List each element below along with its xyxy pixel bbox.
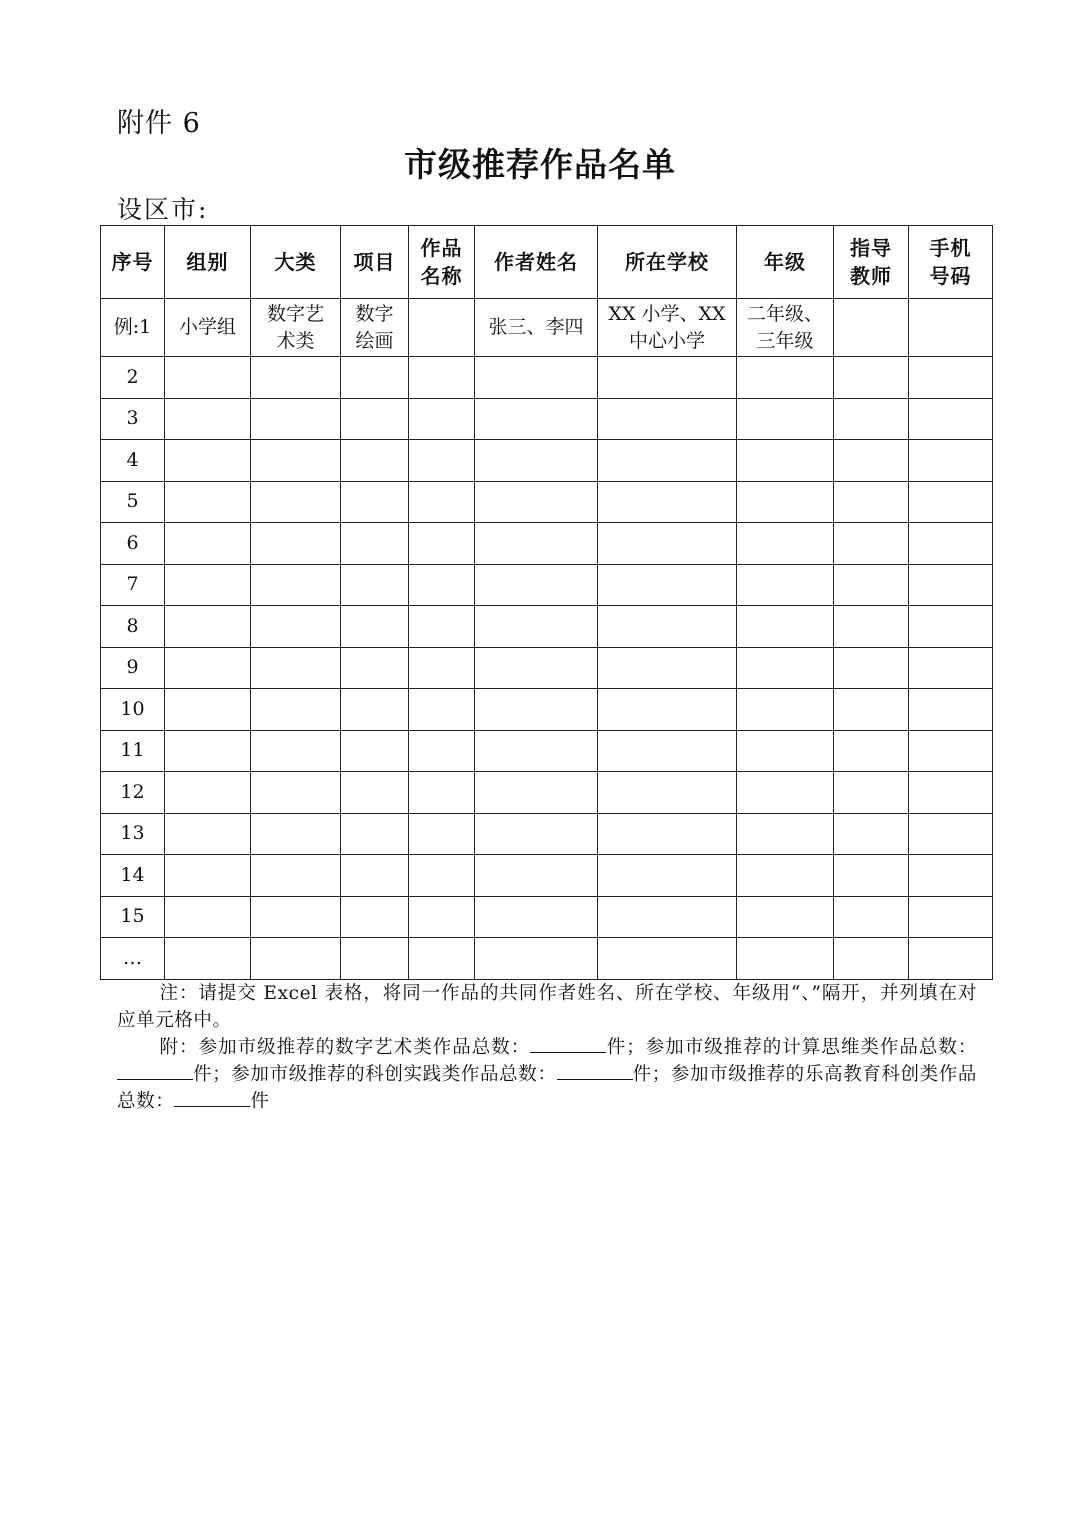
- table-cell[interactable]: [165, 357, 251, 399]
- table-row: [101, 813, 993, 855]
- table-cell[interactable]: [409, 357, 475, 399]
- table-cell[interactable]: [165, 481, 251, 523]
- row-number: 8: [101, 606, 165, 648]
- row-number: 5: [101, 481, 165, 523]
- table-cell[interactable]: [409, 523, 475, 565]
- table-cell[interactable]: [165, 772, 251, 814]
- table-cell[interactable]: [341, 440, 409, 482]
- row-number: 6: [101, 523, 165, 565]
- table-cell[interactable]: [598, 730, 737, 772]
- table-row: [101, 647, 993, 689]
- table-cell[interactable]: [909, 481, 993, 523]
- table-cell[interactable]: [737, 398, 834, 440]
- table-cell[interactable]: [475, 523, 598, 565]
- table-cell[interactable]: [834, 398, 909, 440]
- table-cell[interactable]: [737, 606, 834, 648]
- header-author-names: 作者姓名: [475, 226, 598, 299]
- table-cell[interactable]: [598, 938, 737, 980]
- row-number: 2: [101, 357, 165, 399]
- table-cell[interactable]: [737, 357, 834, 399]
- table-cell[interactable]: [251, 896, 341, 938]
- table-cell[interactable]: [251, 689, 341, 731]
- table-cell[interactable]: [341, 523, 409, 565]
- table-cell[interactable]: [834, 855, 909, 897]
- table-cell[interactable]: [737, 523, 834, 565]
- table-cell[interactable]: [409, 730, 475, 772]
- table-cell[interactable]: [341, 730, 409, 772]
- table-cell[interactable]: [909, 440, 993, 482]
- table-cell[interactable]: [737, 813, 834, 855]
- table-cell[interactable]: [409, 647, 475, 689]
- table-cell[interactable]: [341, 647, 409, 689]
- table-cell[interactable]: [475, 730, 598, 772]
- table-cell[interactable]: [341, 772, 409, 814]
- table-cell[interactable]: [737, 481, 834, 523]
- header-grade: 年级: [737, 226, 834, 299]
- appendix-paragraph: 附：参加市级推荐的数字艺术类作品总数： 件；参加市级推荐的计算思维类作品总数：件；参加市级推荐的科创实践类作品总数： 件；参加市级推荐的乐高教育科创类作品总数： 件: [117, 1034, 977, 1115]
- table-row: [101, 606, 993, 648]
- table-cell[interactable]: [834, 357, 909, 399]
- table-cell[interactable]: [834, 813, 909, 855]
- header-work-title: 作品 名称: [409, 226, 475, 299]
- table-cell[interactable]: [341, 855, 409, 897]
- table-cell[interactable]: [165, 938, 251, 980]
- header-group: 组别: [165, 226, 251, 299]
- table-cell[interactable]: [165, 647, 251, 689]
- table-cell[interactable]: [251, 772, 341, 814]
- table-cell[interactable]: [475, 647, 598, 689]
- example-group: 小学组: [165, 299, 251, 357]
- count-blank-digital-art[interactable]: [530, 1034, 606, 1053]
- table-cell[interactable]: [834, 772, 909, 814]
- table-cell[interactable]: [834, 606, 909, 648]
- table-cell[interactable]: [341, 896, 409, 938]
- row-number: 11: [101, 730, 165, 772]
- table-row: [101, 772, 993, 814]
- header-item: 项目: [341, 226, 409, 299]
- table-cell[interactable]: [341, 938, 409, 980]
- table-cell[interactable]: [475, 398, 598, 440]
- table-cell[interactable]: [598, 564, 737, 606]
- example-phone: [909, 299, 993, 357]
- table-cell[interactable]: [251, 730, 341, 772]
- table-cell[interactable]: [475, 938, 598, 980]
- table-cell[interactable]: [834, 647, 909, 689]
- row-number: …: [101, 938, 165, 980]
- count-blank-innovation-practice[interactable]: [557, 1061, 633, 1080]
- table-cell[interactable]: [909, 896, 993, 938]
- table-row: [101, 481, 993, 523]
- table-cell[interactable]: [737, 647, 834, 689]
- table-cell[interactable]: [409, 896, 475, 938]
- table-cell[interactable]: [341, 564, 409, 606]
- city-label: 设区市:: [117, 195, 209, 224]
- table-cell[interactable]: [409, 772, 475, 814]
- table-cell[interactable]: [251, 357, 341, 399]
- row-number: 10: [101, 689, 165, 731]
- table-cell[interactable]: [475, 689, 598, 731]
- count-blank-computational-thinking[interactable]: [117, 1061, 193, 1080]
- table-row: [101, 398, 993, 440]
- example-row: [101, 299, 993, 357]
- table-cell[interactable]: [737, 730, 834, 772]
- table-cell[interactable]: [834, 689, 909, 731]
- table-cell[interactable]: [251, 938, 341, 980]
- table-cell[interactable]: [737, 938, 834, 980]
- table-cell[interactable]: [475, 813, 598, 855]
- table-row: [101, 523, 993, 565]
- example-category: 数字艺 术类: [251, 299, 341, 357]
- table-row: [101, 689, 993, 731]
- table-cell[interactable]: [251, 855, 341, 897]
- table-cell[interactable]: [475, 896, 598, 938]
- table-cell[interactable]: [475, 855, 598, 897]
- table-cell[interactable]: [251, 564, 341, 606]
- table-cell[interactable]: [165, 896, 251, 938]
- table-cell[interactable]: [598, 647, 737, 689]
- table-cell[interactable]: [598, 481, 737, 523]
- table-cell[interactable]: [409, 481, 475, 523]
- table-cell[interactable]: [909, 606, 993, 648]
- table-cell[interactable]: [165, 606, 251, 648]
- table-cell[interactable]: [834, 564, 909, 606]
- table-cell[interactable]: [165, 523, 251, 565]
- row-number: 4: [101, 440, 165, 482]
- row-number: 14: [101, 855, 165, 897]
- table-cell[interactable]: [909, 855, 993, 897]
- table-cell[interactable]: [834, 440, 909, 482]
- table-cell[interactable]: [737, 855, 834, 897]
- header-category: 大类: [251, 226, 341, 299]
- table-cell[interactable]: [409, 938, 475, 980]
- example-school: XX 小学、XX 中心小学: [598, 299, 737, 357]
- row-number: 13: [101, 813, 165, 855]
- table-cell[interactable]: [737, 440, 834, 482]
- example-authors: 张三、李四: [475, 299, 598, 357]
- row-number: 7: [101, 564, 165, 606]
- table-cell[interactable]: [475, 606, 598, 648]
- table-cell[interactable]: [737, 564, 834, 606]
- table-cell[interactable]: [834, 896, 909, 938]
- table-cell[interactable]: [737, 772, 834, 814]
- notes-section: [117, 980, 977, 1115]
- header-school: 所在学校: [598, 226, 737, 299]
- attachment-label: 附件 6: [117, 108, 201, 139]
- table-cell[interactable]: [251, 647, 341, 689]
- table-cell[interactable]: [598, 357, 737, 399]
- row-number: 15: [101, 896, 165, 938]
- table-row: [101, 896, 993, 938]
- table-cell[interactable]: [909, 772, 993, 814]
- table-cell[interactable]: [251, 481, 341, 523]
- table-cell[interactable]: [251, 440, 341, 482]
- table-cell[interactable]: [165, 564, 251, 606]
- table-cell[interactable]: [475, 564, 598, 606]
- table-row: [101, 564, 993, 606]
- row-number: 9: [101, 647, 165, 689]
- table-cell[interactable]: [598, 523, 737, 565]
- row-number: 12: [101, 772, 165, 814]
- example-grade: 二年级、 三年级: [737, 299, 834, 357]
- table-cell[interactable]: [409, 564, 475, 606]
- table-cell[interactable]: [165, 813, 251, 855]
- table-cell[interactable]: [251, 523, 341, 565]
- table-cell[interactable]: [475, 481, 598, 523]
- table-cell[interactable]: [909, 523, 993, 565]
- recommendation-table: [100, 225, 993, 980]
- table-cell[interactable]: [475, 440, 598, 482]
- table-cell[interactable]: [475, 772, 598, 814]
- table-cell[interactable]: [909, 938, 993, 980]
- table-cell[interactable]: [341, 606, 409, 648]
- table-row: [101, 855, 993, 897]
- table-cell[interactable]: [409, 855, 475, 897]
- table-cell[interactable]: [909, 689, 993, 731]
- table-cell[interactable]: [251, 398, 341, 440]
- table-cell[interactable]: [165, 855, 251, 897]
- header-phone: 手机 号码: [909, 226, 993, 299]
- table-cell[interactable]: [909, 813, 993, 855]
- table-cell[interactable]: [909, 564, 993, 606]
- table-cell[interactable]: [909, 647, 993, 689]
- table-cell[interactable]: [598, 772, 737, 814]
- table-cell[interactable]: [341, 357, 409, 399]
- table-cell[interactable]: [409, 813, 475, 855]
- table-cell[interactable]: [341, 813, 409, 855]
- table-cell[interactable]: [834, 481, 909, 523]
- page-title: 市级推荐作品名单: [404, 145, 676, 184]
- example-work-title: [409, 299, 475, 357]
- table-cell[interactable]: [598, 896, 737, 938]
- table-cell[interactable]: [909, 398, 993, 440]
- table-cell[interactable]: [737, 689, 834, 731]
- table-cell[interactable]: [341, 689, 409, 731]
- row-number: 3: [101, 398, 165, 440]
- table-cell[interactable]: [251, 813, 341, 855]
- table-row: [101, 730, 993, 772]
- table-cell[interactable]: [409, 689, 475, 731]
- table-row: [101, 357, 993, 399]
- table-cell[interactable]: [909, 730, 993, 772]
- table-cell[interactable]: [598, 398, 737, 440]
- header-serial: 序号: [101, 226, 165, 299]
- table-cell[interactable]: [165, 730, 251, 772]
- table-row: [101, 938, 993, 980]
- table-cell[interactable]: [909, 357, 993, 399]
- table-cell[interactable]: [341, 481, 409, 523]
- table-cell[interactable]: [409, 398, 475, 440]
- table-cell[interactable]: [834, 523, 909, 565]
- example-instructor: [834, 299, 909, 357]
- table-cell[interactable]: [598, 813, 737, 855]
- table-row: [101, 440, 993, 482]
- count-blank-lego-education[interactable]: [174, 1088, 250, 1107]
- table-cell[interactable]: [165, 689, 251, 731]
- note-paragraph: 注：请提交 Excel 表格，将同一作品的共同作者姓名、所在学校、年级用“、”隔开，并列填在对应单元格中。: [117, 983, 977, 1031]
- table-cell[interactable]: [409, 606, 475, 648]
- table-cell[interactable]: [834, 730, 909, 772]
- table-cell[interactable]: [475, 357, 598, 399]
- table-cell[interactable]: [598, 606, 737, 648]
- header-instructor: 指导 教师: [834, 226, 909, 299]
- example-serial: 例:1: [101, 299, 165, 357]
- table-cell[interactable]: [409, 440, 475, 482]
- example-item: 数字 绘画: [341, 299, 409, 357]
- table-cell[interactable]: [834, 938, 909, 980]
- table-cell[interactable]: [341, 398, 409, 440]
- table-cell[interactable]: [251, 606, 341, 648]
- table-cell[interactable]: [737, 896, 834, 938]
- table-cell[interactable]: [598, 855, 737, 897]
- table-cell[interactable]: [598, 689, 737, 731]
- table-cell[interactable]: [598, 440, 737, 482]
- table-cell[interactable]: [165, 398, 251, 440]
- table-cell[interactable]: [165, 440, 251, 482]
- table-header-row: [101, 226, 993, 299]
